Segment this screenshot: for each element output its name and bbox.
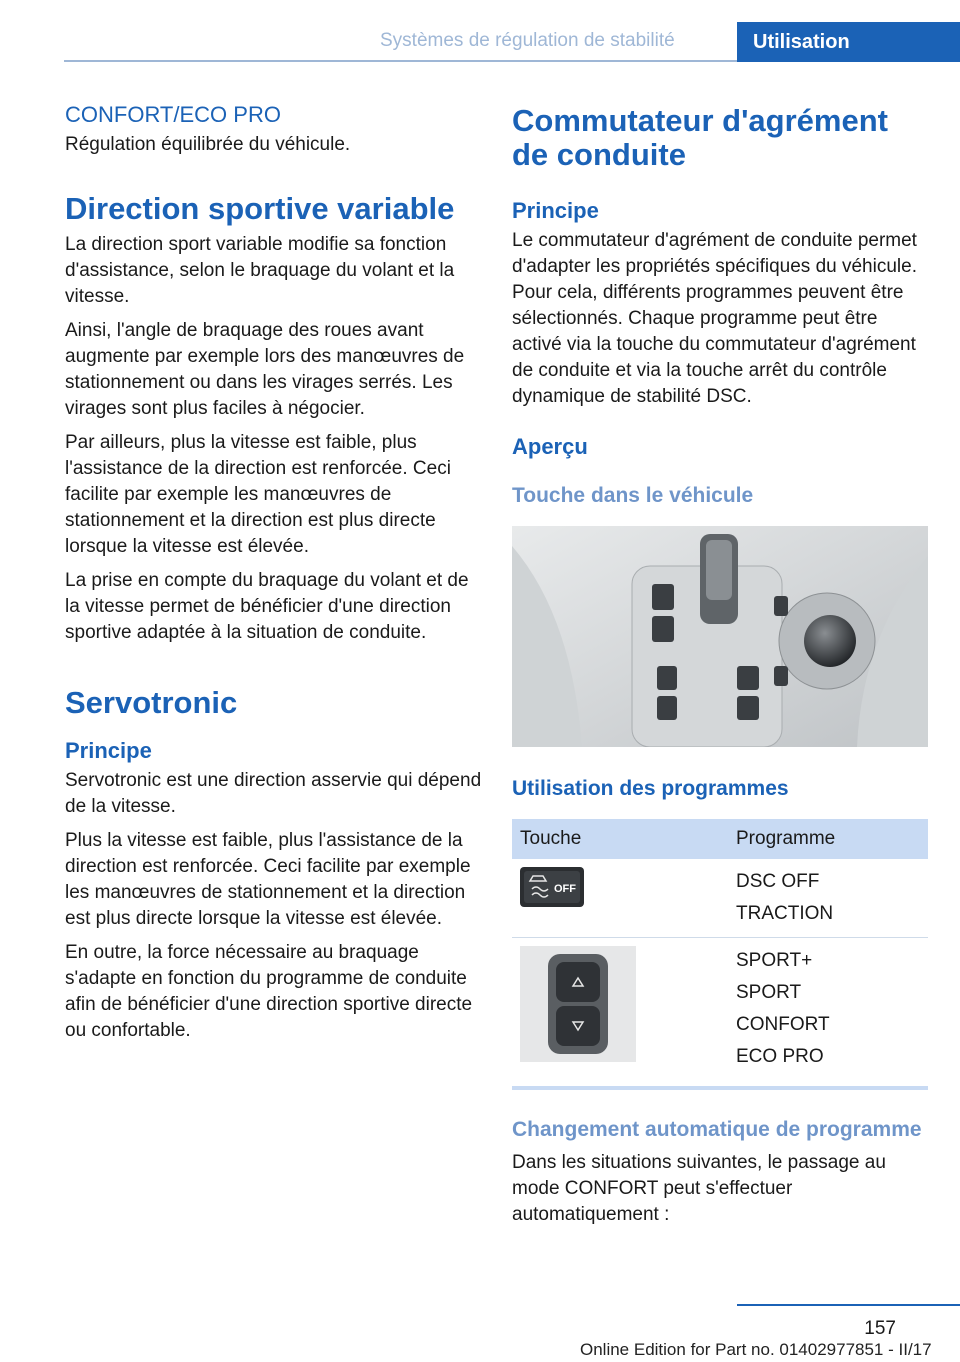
programmes-table bbox=[512, 819, 928, 1090]
vehicle-console-image bbox=[512, 526, 928, 747]
dsc-off-icon bbox=[520, 867, 584, 907]
driving-experience-switch-cell bbox=[512, 938, 728, 1089]
dsc-off-button-cell bbox=[512, 859, 728, 938]
heading-confort-eco-pro: CONFORT/ECO PRO bbox=[65, 102, 281, 127]
heading-principe-commutateur: Principe bbox=[512, 198, 599, 223]
page-number: 157 bbox=[864, 1318, 896, 1339]
programme-sport-plus: SPORT+ bbox=[736, 950, 813, 971]
dsc-off-icon-label: OFF bbox=[554, 883, 576, 895]
servotronic-paragraph-1: Servotronic est une direction asservie qui dépend de la vitesse. bbox=[65, 770, 482, 817]
header-divider bbox=[64, 60, 737, 62]
programme-dsc-off: DSC OFF bbox=[736, 871, 820, 892]
programme-cell-modes bbox=[728, 938, 928, 1089]
table-row bbox=[512, 938, 928, 1089]
programme-traction: TRACTION bbox=[736, 903, 834, 924]
column-header-touche: Touche bbox=[512, 819, 728, 859]
programme-confort: CONFORT bbox=[736, 1014, 830, 1035]
programme-cell-dsc bbox=[728, 859, 928, 938]
changement-paragraph: Dans les situations suivantes, le passage au mode CONFORT peut s'effectuer automatiquement : bbox=[512, 1152, 886, 1225]
heading-direction-sportive: Direction sportive variable bbox=[65, 191, 455, 226]
table-header-row bbox=[512, 819, 928, 859]
right-column bbox=[512, 96, 928, 1236]
footer-divider bbox=[737, 1304, 960, 1306]
page-header bbox=[0, 0, 960, 62]
heading-touche-vehicule: Touche dans le véhicule bbox=[512, 484, 754, 507]
header-tab-utilisation[interactable]: Utilisation bbox=[737, 22, 960, 62]
table-row bbox=[512, 859, 928, 938]
driving-experience-switch-icon bbox=[520, 946, 636, 1062]
programme-eco-pro: ECO PRO bbox=[736, 1046, 824, 1067]
footer-edition-text: Online Edition for Part no. 01402977851 - II/17 bbox=[580, 1340, 932, 1359]
heading-commutateur: Commutateur d'agrément de conduite bbox=[512, 103, 888, 172]
heading-apercu: Aperçu bbox=[512, 434, 588, 459]
commutateur-principe-paragraph: Le commutateur d'agrément de conduite permet d'adapter les propriétés spécifiques du véhicule. Pour cela, différents programmes peuvent être sélectionnés. Chaque programme peut être activé via la touche du commutateur d'agrément de conduite et via la touche arrêt du contrôle dynamique de stabilité DSC. bbox=[512, 230, 917, 407]
confort-description: Régulation équilibrée du véhicule. bbox=[65, 134, 351, 155]
heading-servotronic: Servotronic bbox=[65, 685, 238, 720]
heading-changement-automatique: Changement automatique de programme bbox=[512, 1118, 922, 1141]
direction-paragraph-1: La direction sport variable modifie sa fonction d'assistance, selon le braquage du volant et la vitesse. bbox=[65, 234, 455, 307]
left-column bbox=[65, 96, 483, 1052]
heading-utilisation-programmes: Utilisation des programmes bbox=[512, 777, 789, 800]
programme-sport: SPORT bbox=[736, 982, 802, 1003]
direction-paragraph-4: La prise en compte du braquage du volant et de la vitesse permet de bénéficier d'une direction sportive adaptée à la situation de conduite. bbox=[65, 570, 469, 643]
header-section-title: Systèmes de régulation de stabilité bbox=[380, 30, 675, 51]
column-header-programme: Programme bbox=[728, 819, 928, 859]
servotronic-paragraph-2: Plus la vitesse est faible, plus l'assistance de la direction est renforcée. Ceci facilite par exemple les manœuvres de stationnement et la direction est plus directe lorsque la vitesse est élevée. bbox=[65, 830, 471, 929]
servotronic-paragraph-3: En outre, la force nécessaire au braquage s'adapte en fonction du programme de conduite afin de bénéficier d'une direction sportive directe ou confortable. bbox=[65, 942, 473, 1041]
direction-paragraph-3: Par ailleurs, plus la vitesse est faible, plus l'assistance de la direction est renforcée. Ceci facilite par exemple les manœuvres de stationnement et la direction est plus directe lorsque la vitesse est élevée. bbox=[65, 432, 451, 557]
heading-principe-servotronic: Principe bbox=[65, 738, 152, 763]
center-console-illustration bbox=[512, 526, 928, 747]
direction-paragraph-2: Ainsi, l'angle de braquage des roues avant augmente par exemple lors des manœuvres de stationnement ou dans les virages serrés. Les virages sont plus faciles à négocier. bbox=[65, 320, 465, 419]
